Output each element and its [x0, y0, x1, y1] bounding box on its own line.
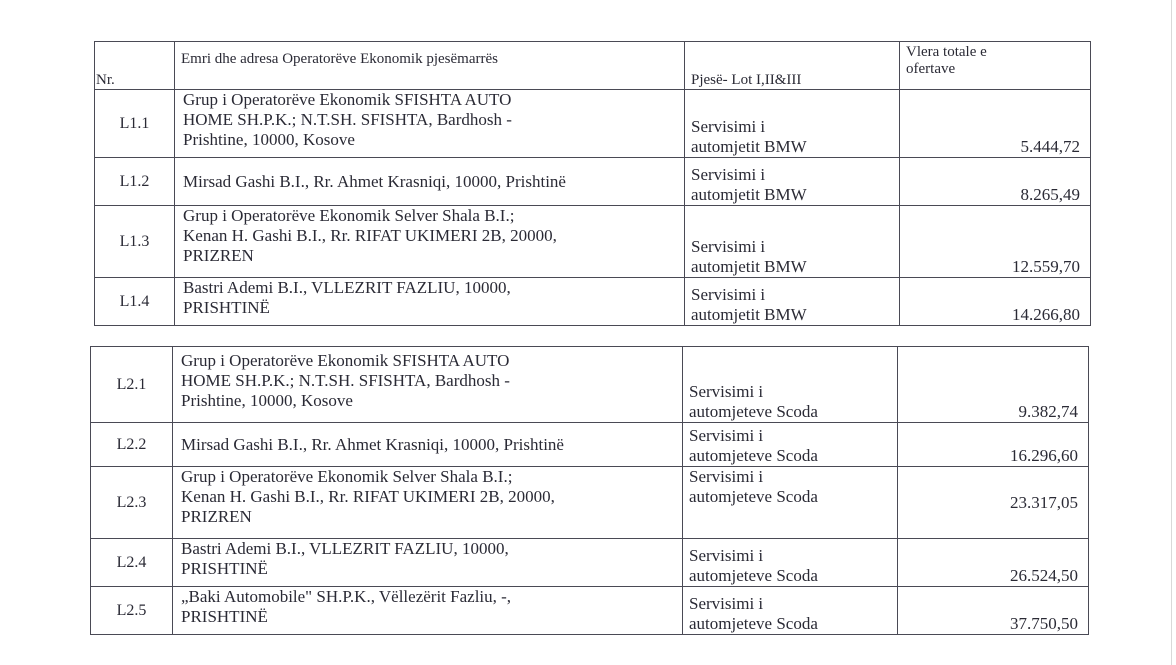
- name-line: Grup i Operatorëve Ekonomik Selver Shala B.I.;: [181, 467, 513, 486]
- table-row: [91, 587, 1089, 635]
- name-line: PRIZREN: [183, 246, 254, 265]
- row-operator-name: [173, 423, 683, 467]
- row-nr: L2.2: [91, 423, 173, 467]
- row-lot: [685, 90, 900, 158]
- row-operator-name: [173, 587, 683, 635]
- row-nr: L1.2: [95, 158, 175, 206]
- row-value: 9.382,74: [898, 347, 1089, 423]
- name-line: PRISHTINË: [181, 559, 268, 578]
- lot-line: automjeteve Scoda: [689, 446, 818, 465]
- lot-line: Servisimi i: [691, 117, 766, 136]
- row-lot: [685, 278, 900, 326]
- lot-line: automjeteve Scoda: [689, 614, 818, 633]
- row-lot: [685, 206, 900, 278]
- lot-line: Servisimi i: [689, 382, 764, 401]
- row-lot: [683, 539, 898, 587]
- row-value: 26.524,50: [898, 539, 1089, 587]
- row-value: 14.266,80: [900, 278, 1091, 326]
- lot-line: Servisimi i: [689, 546, 764, 565]
- lot-line: automjeteve Scoda: [689, 487, 818, 506]
- lot-line: automjeteve Scoda: [689, 402, 818, 421]
- header-total-value-line1: Vlera totale e: [906, 44, 987, 60]
- row-operator-name: [175, 278, 685, 326]
- header-operator-name: Emri dhe adresa Operatorëve Ekonomik pjesëmarrës: [175, 42, 685, 90]
- row-operator-name: [175, 158, 685, 206]
- lot-line: Servisimi i: [691, 237, 766, 256]
- header-nr: Nr.: [95, 42, 175, 90]
- row-operator-name: [173, 347, 683, 423]
- table-row: [91, 467, 1089, 539]
- header-total-value-line2: ofertave: [906, 61, 956, 77]
- row-nr: L2.1: [91, 347, 173, 423]
- lot-line: automjetit BMW: [691, 257, 807, 276]
- lot-line: automjeteve Scoda: [689, 566, 818, 585]
- lot-line: automjetit BMW: [691, 305, 807, 324]
- name-line: Prishtine, 10000, Kosove: [183, 130, 355, 149]
- header-total-value: [900, 42, 1091, 90]
- lot-line: automjetit BMW: [691, 185, 807, 204]
- name-line: Grup i Operatorëve Ekonomik Selver Shala B.I.;: [183, 206, 515, 225]
- name-line: Mirsad Gashi B.I., Rr. Ahmet Krasniqi, 10000, Prishtinë: [183, 171, 566, 191]
- header-lot: Pjesë- Lot I,II&III: [685, 42, 900, 90]
- name-line: Mirsad Gashi B.I., Rr. Ahmet Krasniqi, 10000, Prishtinë: [181, 434, 564, 454]
- row-nr: L1.4: [95, 278, 175, 326]
- row-value: 8.265,49: [900, 158, 1091, 206]
- row-lot: [683, 423, 898, 467]
- row-nr: L2.5: [91, 587, 173, 635]
- row-nr: L2.4: [91, 539, 173, 587]
- table-row: [91, 539, 1089, 587]
- lot-line: Servisimi i: [691, 285, 766, 304]
- row-lot: [683, 467, 898, 539]
- row-operator-name: [173, 539, 683, 587]
- row-lot: [683, 587, 898, 635]
- lot-line: Servisimi i: [689, 594, 764, 613]
- name-line: HOME SH.P.K.; N.T.SH. SFISHTA, Bardhosh -: [181, 371, 510, 390]
- row-lot: [683, 347, 898, 423]
- name-line: HOME SH.P.K.; N.T.SH. SFISHTA, Bardhosh -: [183, 110, 512, 129]
- row-value: 5.444,72: [900, 90, 1091, 158]
- table-row: [95, 90, 1091, 158]
- name-line: „Baki Automobile" SH.P.K., Vëllezërit Fazliu, -,: [181, 587, 512, 606]
- row-value: 37.750,50: [898, 587, 1089, 635]
- row-nr: L2.3: [91, 467, 173, 539]
- row-value: 23.317,05: [898, 467, 1089, 539]
- scan-edge-line: [1171, 0, 1172, 665]
- name-line: PRISHTINË: [181, 607, 268, 626]
- lot-line: Servisimi i: [689, 426, 764, 445]
- table-header-row: [95, 42, 1091, 90]
- name-line: Kenan H. Gashi B.I., Rr. RIFAT UKIMERI 2B, 20000,: [181, 487, 555, 506]
- row-nr: L1.3: [95, 206, 175, 278]
- name-line: Grup i Operatorëve Ekonomik SFISHTA AUTO: [181, 351, 510, 370]
- name-line: Prishtine, 10000, Kosove: [181, 391, 353, 410]
- lot-line: automjetit BMW: [691, 137, 807, 156]
- name-line: PRIZREN: [181, 507, 252, 526]
- row-nr: L1.1: [95, 90, 175, 158]
- lot-line: Servisimi i: [689, 467, 764, 486]
- table-row: [95, 206, 1091, 278]
- table-row: [95, 158, 1091, 206]
- bids-table-bmw: [94, 41, 1091, 326]
- table-row: [95, 278, 1091, 326]
- name-line: Kenan H. Gashi B.I., Rr. RIFAT UKIMERI 2B, 20000,: [183, 226, 557, 245]
- name-line: Bastri Ademi B.I., VLLEZRIT FAZLIU, 10000,: [181, 539, 509, 558]
- bids-table-scoda: [90, 346, 1089, 635]
- row-operator-name: [175, 206, 685, 278]
- name-line: Grup i Operatorëve Ekonomik SFISHTA AUTO: [183, 90, 512, 109]
- row-lot: [685, 158, 900, 206]
- name-line: Bastri Ademi B.I., VLLEZRIT FAZLIU, 10000,: [183, 278, 511, 297]
- row-operator-name: [173, 467, 683, 539]
- row-value: 12.559,70: [900, 206, 1091, 278]
- name-line: PRISHTINË: [183, 298, 270, 317]
- lot-line: Servisimi i: [691, 165, 766, 184]
- table-row: [91, 347, 1089, 423]
- table-row: [91, 423, 1089, 467]
- row-value: 16.296,60: [898, 423, 1089, 467]
- row-operator-name: [175, 90, 685, 158]
